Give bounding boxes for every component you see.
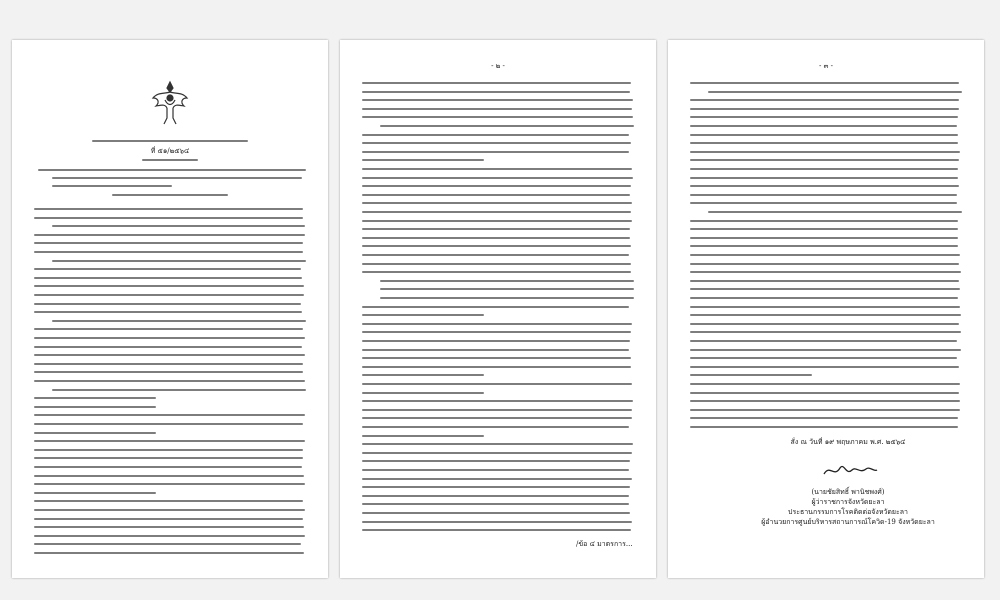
text-line bbox=[34, 337, 305, 339]
text-line bbox=[34, 509, 305, 511]
text-line bbox=[362, 108, 632, 110]
text-line bbox=[362, 529, 631, 531]
text-line bbox=[34, 268, 301, 270]
text-line bbox=[34, 535, 305, 537]
text-line bbox=[362, 306, 629, 308]
text-line bbox=[362, 383, 632, 385]
text-line bbox=[690, 99, 959, 101]
text-line bbox=[34, 492, 156, 494]
text-line bbox=[34, 543, 301, 545]
text-line bbox=[690, 417, 958, 419]
text-line bbox=[690, 202, 957, 204]
text-line bbox=[34, 526, 304, 528]
text-line bbox=[52, 389, 306, 391]
text-line bbox=[34, 285, 304, 287]
text-line bbox=[34, 466, 302, 468]
text-line bbox=[690, 314, 961, 316]
text-line bbox=[690, 331, 961, 333]
text-line bbox=[362, 159, 484, 161]
text-line bbox=[690, 297, 958, 299]
text-line bbox=[362, 168, 632, 170]
text-line bbox=[362, 503, 629, 505]
text-line bbox=[34, 449, 303, 451]
date-line: สั่ง ณ วันที่ ๑๙ พฤษภาคม พ.ศ. ๒๕๖๔ bbox=[790, 438, 906, 446]
text-line bbox=[34, 354, 305, 356]
document-page-1 bbox=[12, 40, 328, 578]
text-line bbox=[34, 457, 303, 459]
text-line bbox=[362, 220, 632, 222]
text-line bbox=[708, 211, 962, 213]
text-line bbox=[34, 423, 303, 425]
text-line bbox=[362, 271, 631, 273]
text-line bbox=[690, 349, 961, 351]
text-line bbox=[92, 140, 248, 142]
text-line bbox=[34, 483, 305, 485]
text-line bbox=[362, 512, 630, 514]
text-line bbox=[690, 400, 960, 402]
text-line bbox=[690, 280, 959, 282]
text-line bbox=[362, 357, 631, 359]
text-line bbox=[362, 211, 631, 213]
text-line bbox=[362, 417, 632, 419]
signer-title: ผู้ว่าราชการจังหวัดยะลา bbox=[811, 498, 885, 506]
text-line bbox=[34, 371, 303, 373]
text-line bbox=[690, 237, 958, 239]
text-line bbox=[690, 177, 958, 179]
signer-title: ผู้อำนวยการศูนย์บริหารสถานการณ์โควิด-19 จังหวัดยะลา bbox=[761, 518, 935, 526]
text-line bbox=[690, 116, 958, 118]
text-line bbox=[690, 245, 958, 247]
text-line bbox=[34, 397, 156, 399]
text-line bbox=[690, 168, 958, 170]
text-line bbox=[690, 288, 960, 290]
text-line bbox=[34, 242, 303, 244]
document-page-3 bbox=[668, 40, 984, 578]
text-line bbox=[690, 263, 959, 265]
text-line bbox=[38, 169, 306, 171]
text-line bbox=[362, 237, 630, 239]
text-line bbox=[34, 217, 303, 219]
text-line bbox=[690, 194, 957, 196]
text-line bbox=[362, 134, 629, 136]
text-line bbox=[34, 475, 304, 477]
text-line bbox=[34, 328, 303, 330]
text-line bbox=[362, 314, 484, 316]
document-page-2 bbox=[340, 40, 656, 578]
text-line bbox=[362, 495, 629, 497]
text-line bbox=[362, 340, 630, 342]
text-line bbox=[362, 185, 631, 187]
text-line bbox=[380, 288, 634, 290]
text-line bbox=[362, 478, 632, 480]
text-line bbox=[362, 177, 633, 179]
text-line bbox=[362, 254, 629, 256]
text-line bbox=[34, 500, 303, 502]
text-line bbox=[362, 409, 632, 411]
text-line bbox=[34, 208, 303, 210]
text-line bbox=[34, 432, 156, 434]
text-line bbox=[690, 340, 957, 342]
signature-icon bbox=[820, 460, 880, 482]
text-line bbox=[362, 116, 633, 118]
text-line bbox=[690, 228, 958, 230]
garuda-emblem-icon bbox=[150, 78, 190, 128]
text-line bbox=[362, 435, 484, 437]
text-line bbox=[362, 323, 632, 325]
text-line bbox=[690, 151, 960, 153]
text-line bbox=[362, 426, 629, 428]
text-line bbox=[52, 260, 306, 262]
text-line bbox=[690, 392, 959, 394]
text-line bbox=[362, 82, 631, 84]
text-line bbox=[690, 409, 960, 411]
text-line bbox=[690, 159, 959, 161]
text-line bbox=[690, 357, 957, 359]
text-line bbox=[690, 383, 960, 385]
text-line bbox=[362, 91, 630, 93]
text-line bbox=[34, 406, 156, 408]
text-line bbox=[362, 99, 633, 101]
text-line bbox=[362, 194, 630, 196]
text-line bbox=[362, 452, 632, 454]
text-line bbox=[362, 460, 630, 462]
page-number: - ๓ - bbox=[819, 62, 833, 70]
text-line bbox=[34, 294, 304, 296]
text-line bbox=[362, 400, 633, 402]
text-line bbox=[362, 392, 484, 394]
text-line bbox=[362, 151, 629, 153]
text-line bbox=[52, 320, 306, 322]
text-line bbox=[34, 414, 305, 416]
text-line bbox=[52, 225, 305, 227]
text-line bbox=[34, 277, 302, 279]
page-number: - ๒ - bbox=[491, 62, 505, 70]
doc-number: ที่ ๕๑/๒๕๖๔ bbox=[150, 147, 190, 155]
text-line bbox=[362, 469, 629, 471]
text-line bbox=[34, 303, 301, 305]
text-line bbox=[142, 159, 198, 161]
text-line bbox=[380, 125, 634, 127]
text-line bbox=[362, 263, 631, 265]
text-line bbox=[34, 440, 305, 442]
text-line bbox=[380, 280, 634, 282]
text-line bbox=[690, 271, 961, 273]
text-line bbox=[362, 366, 631, 368]
text-line bbox=[690, 134, 958, 136]
text-line bbox=[362, 331, 631, 333]
text-line bbox=[34, 518, 303, 520]
text-line bbox=[690, 374, 812, 376]
text-line bbox=[34, 311, 302, 313]
text-line bbox=[362, 521, 632, 523]
text-line bbox=[362, 228, 630, 230]
continuation-marker: /ข้อ ๔ มาตรการ... bbox=[576, 540, 633, 548]
text-line bbox=[690, 426, 958, 428]
text-line bbox=[34, 251, 303, 253]
text-line bbox=[690, 82, 959, 84]
text-line bbox=[380, 297, 634, 299]
signer-name: (นายชัยสิทธิ์ พานิชพงศ์) bbox=[811, 488, 885, 496]
text-line bbox=[690, 366, 959, 368]
text-line bbox=[362, 202, 632, 204]
text-line bbox=[690, 254, 960, 256]
text-line bbox=[362, 374, 484, 376]
text-line bbox=[362, 486, 630, 488]
text-line bbox=[708, 91, 962, 93]
text-line bbox=[362, 245, 631, 247]
text-line bbox=[690, 220, 958, 222]
text-line bbox=[34, 552, 304, 554]
text-line bbox=[362, 443, 633, 445]
text-line bbox=[690, 142, 958, 144]
text-line bbox=[52, 185, 172, 187]
text-line bbox=[690, 185, 959, 187]
text-line bbox=[34, 234, 305, 236]
text-line bbox=[690, 306, 960, 308]
text-line bbox=[690, 323, 959, 325]
text-line bbox=[34, 346, 302, 348]
text-line bbox=[34, 380, 305, 382]
text-line bbox=[34, 363, 303, 365]
text-line bbox=[362, 349, 629, 351]
signer-title: ประธานกรรมการโรคติดต่อจังหวัดยะลา bbox=[788, 508, 908, 516]
text-line bbox=[690, 125, 957, 127]
text-line bbox=[52, 177, 302, 179]
text-line bbox=[690, 108, 959, 110]
text-line bbox=[112, 194, 228, 196]
text-line bbox=[362, 142, 631, 144]
